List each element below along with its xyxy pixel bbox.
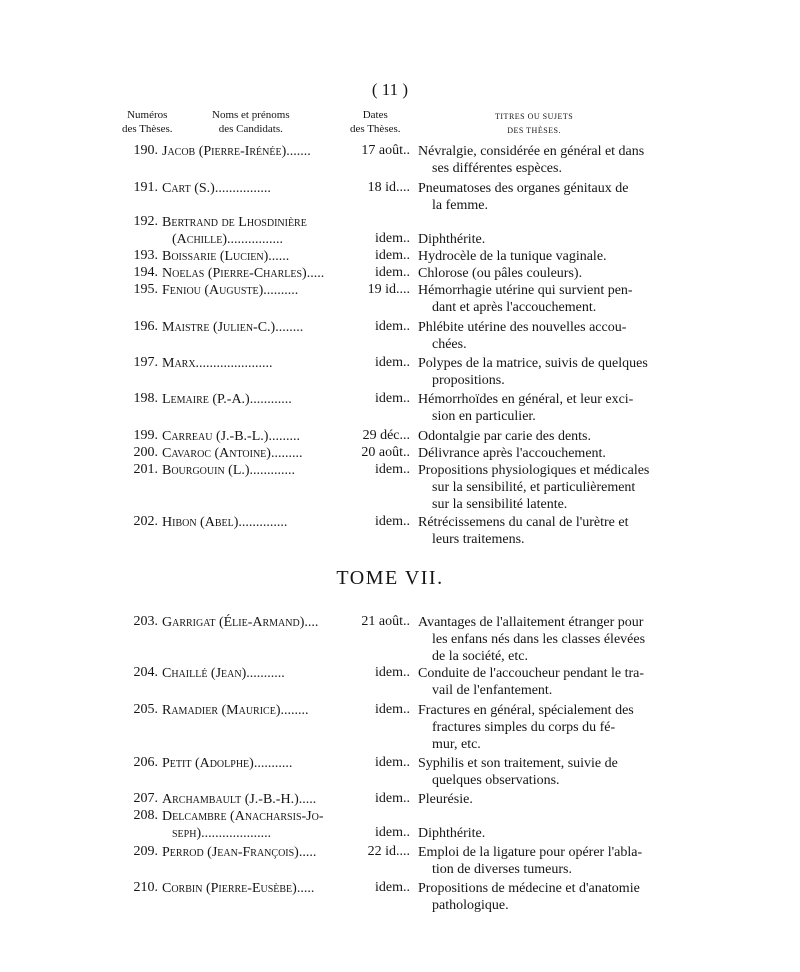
thesis-subject bbox=[418, 248, 670, 265]
thesis-subject-line: Avantages de l'allaitement étranger pour bbox=[418, 615, 644, 630]
thesis-number: 208. bbox=[133, 808, 158, 823]
thesis-subject-line: la femme. bbox=[432, 198, 488, 213]
candidate-name-line: Garrigat (Élie-Armand).... bbox=[162, 615, 319, 630]
header-numeros bbox=[122, 108, 173, 136]
thesis-subject-line: Délivrance après l'accouchement. bbox=[418, 446, 606, 461]
candidate-name bbox=[162, 248, 289, 265]
thesis-subject-line: Rétrécissemens du canal de l'urètre et bbox=[418, 515, 629, 530]
candidate-name bbox=[162, 880, 314, 897]
header-titres bbox=[495, 110, 573, 138]
thesis-number: 201. bbox=[133, 462, 158, 477]
candidate-name-line: Cart (S.)................ bbox=[162, 181, 271, 196]
thesis-subject-line: quelques observations. bbox=[432, 773, 560, 788]
thesis-date: idem.. bbox=[375, 880, 410, 895]
thesis-date: 18 id.... bbox=[367, 180, 410, 195]
thesis-subject bbox=[418, 319, 670, 353]
thesis-subject-line: tion de diverses tumeurs. bbox=[432, 862, 572, 877]
thesis-date: idem.. bbox=[375, 825, 410, 840]
thesis-subject bbox=[418, 791, 670, 808]
header-dates-line: des Thèses. bbox=[350, 123, 401, 135]
thesis-subject-line: Polypes de la matrice, suivis de quelques bbox=[418, 356, 648, 371]
thesis-subject bbox=[418, 231, 670, 248]
thesis-subject bbox=[418, 282, 670, 316]
thesis-subject-line: Névralgie, considérée en général et dans bbox=[418, 144, 645, 159]
thesis-subject-line: sion en particulier. bbox=[432, 409, 536, 424]
candidate-name-line: Chaillé (Jean)........... bbox=[162, 666, 285, 681]
thesis-subject-line: sur la sensibilité, et particulièrement bbox=[432, 480, 636, 495]
thesis-date: 21 août.. bbox=[361, 614, 410, 629]
thesis-number: 210. bbox=[133, 880, 158, 895]
candidate-name bbox=[162, 265, 324, 282]
candidate-name bbox=[162, 319, 303, 336]
thesis-subject bbox=[418, 702, 670, 753]
thesis-subject bbox=[418, 180, 670, 214]
thesis-number: 199. bbox=[133, 428, 158, 443]
thesis-date: idem.. bbox=[375, 462, 410, 477]
thesis-number: 197. bbox=[133, 355, 158, 370]
thesis-date: 19 id.... bbox=[367, 282, 410, 297]
thesis-subject-line: les enfans nés dans les classes élevées bbox=[432, 632, 646, 647]
candidate-name-line: (Achille)................ bbox=[172, 232, 283, 247]
thesis-subject-line: mur, etc. bbox=[432, 737, 481, 752]
candidate-name-line: Carreau (J.-B.-L.)......... bbox=[162, 429, 300, 444]
candidate-name-line: Bourgouin (L.)............. bbox=[162, 463, 296, 478]
header-dates bbox=[350, 108, 401, 136]
header-noms-line: Noms et prénoms bbox=[212, 109, 290, 121]
page-number: ( 11 ) bbox=[371, 80, 409, 99]
thesis-subject-line: Diphthérite. bbox=[418, 232, 486, 247]
thesis-subject bbox=[418, 265, 670, 282]
section-heading: TOME VII. bbox=[336, 567, 444, 589]
thesis-subject-line: sur la sensibilité latente. bbox=[432, 497, 568, 512]
thesis-subject-line: fractures simples du corps du fé- bbox=[432, 720, 616, 735]
candidate-name bbox=[162, 808, 324, 842]
thesis-date: idem.. bbox=[375, 248, 410, 263]
candidate-name bbox=[162, 391, 292, 408]
header-numeros-line: des Thèses. bbox=[122, 123, 173, 135]
candidate-name bbox=[162, 702, 309, 719]
thesis-subject-line: Emploi de la ligature pour opérer l'abla- bbox=[418, 845, 643, 860]
candidate-name bbox=[162, 462, 295, 479]
thesis-number: 198. bbox=[133, 391, 158, 406]
thesis-subject bbox=[418, 755, 670, 789]
header-noms-line: des Candidats. bbox=[218, 123, 283, 135]
thesis-subject-line: de la société, etc. bbox=[432, 649, 529, 664]
candidate-name bbox=[162, 355, 273, 372]
candidate-name bbox=[162, 791, 316, 808]
candidate-name-line: Noelas (Pierre-Charles)..... bbox=[162, 266, 325, 281]
thesis-subject-line: propositions. bbox=[432, 373, 505, 388]
thesis-subject-line: leurs traitemens. bbox=[432, 532, 525, 547]
thesis-subject-line: Hydrocèle de la tunique vaginale. bbox=[418, 249, 607, 264]
thesis-number: 209. bbox=[133, 844, 158, 859]
candidate-name bbox=[162, 844, 316, 861]
candidate-name bbox=[162, 428, 300, 445]
thesis-date: idem.. bbox=[375, 665, 410, 680]
thesis-number: 196. bbox=[133, 319, 158, 334]
candidate-name bbox=[162, 614, 318, 631]
thesis-number: 200. bbox=[133, 445, 158, 460]
thesis-number: 194. bbox=[133, 265, 158, 280]
thesis-subject bbox=[418, 143, 670, 177]
candidate-name-line: Lemaire (P.-A.)............ bbox=[162, 392, 292, 407]
thesis-subject bbox=[418, 445, 670, 462]
thesis-number: 204. bbox=[133, 665, 158, 680]
thesis-number: 193. bbox=[133, 248, 158, 263]
thesis-subject bbox=[418, 880, 670, 914]
thesis-date: idem.. bbox=[375, 702, 410, 717]
thesis-subject-line: chées. bbox=[432, 337, 467, 352]
candidate-name-line: seph).................... bbox=[172, 826, 272, 841]
thesis-subject-line: Propositions de médecine et d'anatomie bbox=[418, 881, 640, 896]
candidate-name-line: Hibon (Abel).............. bbox=[162, 515, 288, 530]
candidate-name-line: Maistre (Julien-C.)........ bbox=[162, 320, 304, 335]
thesis-number: 205. bbox=[133, 702, 158, 717]
thesis-subject bbox=[418, 844, 670, 878]
thesis-number: 206. bbox=[133, 755, 158, 770]
candidate-name-line: Jacob (Pierre-Irénée)....... bbox=[162, 144, 311, 159]
thesis-subject bbox=[418, 428, 670, 445]
thesis-date: 22 id.... bbox=[367, 844, 410, 859]
thesis-subject-line: Syphilis et son traitement, suivie de bbox=[418, 756, 618, 771]
candidate-name-line: Archambault (J.-B.-H.)..... bbox=[162, 792, 317, 807]
candidate-name bbox=[162, 180, 271, 197]
thesis-subject-line: Hémorrhagie utérine qui survient pen- bbox=[418, 283, 633, 298]
candidate-name bbox=[162, 445, 302, 462]
thesis-subject-line: vail de l'enfantement. bbox=[432, 683, 553, 698]
thesis-number: 190. bbox=[133, 143, 158, 158]
thesis-date: idem.. bbox=[375, 514, 410, 529]
thesis-subject-line: Conduite de l'accoucheur pendant le tra- bbox=[418, 666, 645, 681]
thesis-number: 192. bbox=[133, 214, 158, 229]
thesis-number: 191. bbox=[133, 180, 158, 195]
thesis-date: idem.. bbox=[375, 791, 410, 806]
header-numeros-line: Numéros bbox=[127, 109, 168, 121]
candidate-name-line: Petit (Adolphe)........... bbox=[162, 756, 293, 771]
thesis-date: idem.. bbox=[375, 231, 410, 246]
thesis-subject bbox=[418, 355, 670, 389]
candidate-name-line: Feniou (Auguste).......... bbox=[162, 283, 299, 298]
candidate-name bbox=[162, 282, 298, 299]
thesis-subject-line: Diphthérite. bbox=[418, 826, 486, 841]
thesis-number: 203. bbox=[133, 614, 158, 629]
candidate-name-line: Bertrand de Lhosdinière bbox=[162, 215, 307, 230]
thesis-date: idem.. bbox=[375, 319, 410, 334]
header-noms bbox=[212, 108, 290, 136]
thesis-number: 202. bbox=[133, 514, 158, 529]
thesis-date: 29 déc... bbox=[362, 428, 410, 443]
thesis-subject-line: Odontalgie par carie des dents. bbox=[418, 429, 591, 444]
thesis-subject-line: Chlorose (ou pâles couleurs). bbox=[418, 266, 583, 281]
header-titres-line: DES THÈSES. bbox=[507, 126, 562, 135]
candidate-name-line: Marx...................... bbox=[162, 356, 273, 371]
thesis-subject-line: Propositions physiologiques et médicales bbox=[418, 463, 650, 478]
thesis-date: idem.. bbox=[375, 355, 410, 370]
thesis-subject bbox=[418, 825, 670, 842]
thesis-number: 195. bbox=[133, 282, 158, 297]
candidate-name bbox=[162, 514, 287, 531]
thesis-subject-line: pathologique. bbox=[432, 898, 509, 913]
candidate-name bbox=[162, 214, 307, 248]
thesis-subject-line: Pleurésie. bbox=[418, 792, 473, 807]
thesis-date: idem.. bbox=[375, 755, 410, 770]
thesis-subject bbox=[418, 665, 670, 699]
thesis-subject bbox=[418, 391, 670, 425]
thesis-date: idem.. bbox=[375, 265, 410, 280]
thesis-number: 207. bbox=[133, 791, 158, 806]
candidate-name-line: Cavaroc (Antoine)......... bbox=[162, 446, 303, 461]
candidate-name-line: Corbin (Pierre-Eusèbe)..... bbox=[162, 881, 315, 896]
header-titres-line: TITRES OU SUJETS bbox=[495, 112, 574, 121]
thesis-subject bbox=[418, 462, 670, 513]
thesis-subject-line: dant et après l'accouchement. bbox=[432, 300, 597, 315]
thesis-subject-line: Hémorrhoïdes en général, et leur exci- bbox=[418, 392, 634, 407]
thesis-subject-line: Pneumatoses des organes génitaux de bbox=[418, 181, 629, 196]
candidate-name bbox=[162, 755, 292, 772]
candidate-name-line: Boissarie (Lucien)...... bbox=[162, 249, 290, 264]
thesis-subject bbox=[418, 614, 670, 665]
thesis-subject-line: Phlébite utérine des nouvelles accou- bbox=[418, 320, 627, 335]
candidate-name-line: Perrod (Jean-François)..... bbox=[162, 845, 317, 860]
candidate-name bbox=[162, 665, 285, 682]
thesis-date: idem.. bbox=[375, 391, 410, 406]
candidate-name bbox=[162, 143, 311, 160]
candidate-name-line: Ramadier (Maurice)........ bbox=[162, 703, 309, 718]
thesis-subject-line: Fractures en général, spécialement des bbox=[418, 703, 634, 718]
candidate-name-line: Delcambre (Anacharsis-Jo- bbox=[162, 809, 324, 824]
thesis-date: 17 août.. bbox=[361, 143, 410, 158]
thesis-date: 20 août.. bbox=[361, 445, 410, 460]
header-dates-line: Dates bbox=[362, 109, 388, 121]
thesis-subject-line: ses différentes espèces. bbox=[432, 161, 562, 176]
thesis-subject bbox=[418, 514, 670, 548]
